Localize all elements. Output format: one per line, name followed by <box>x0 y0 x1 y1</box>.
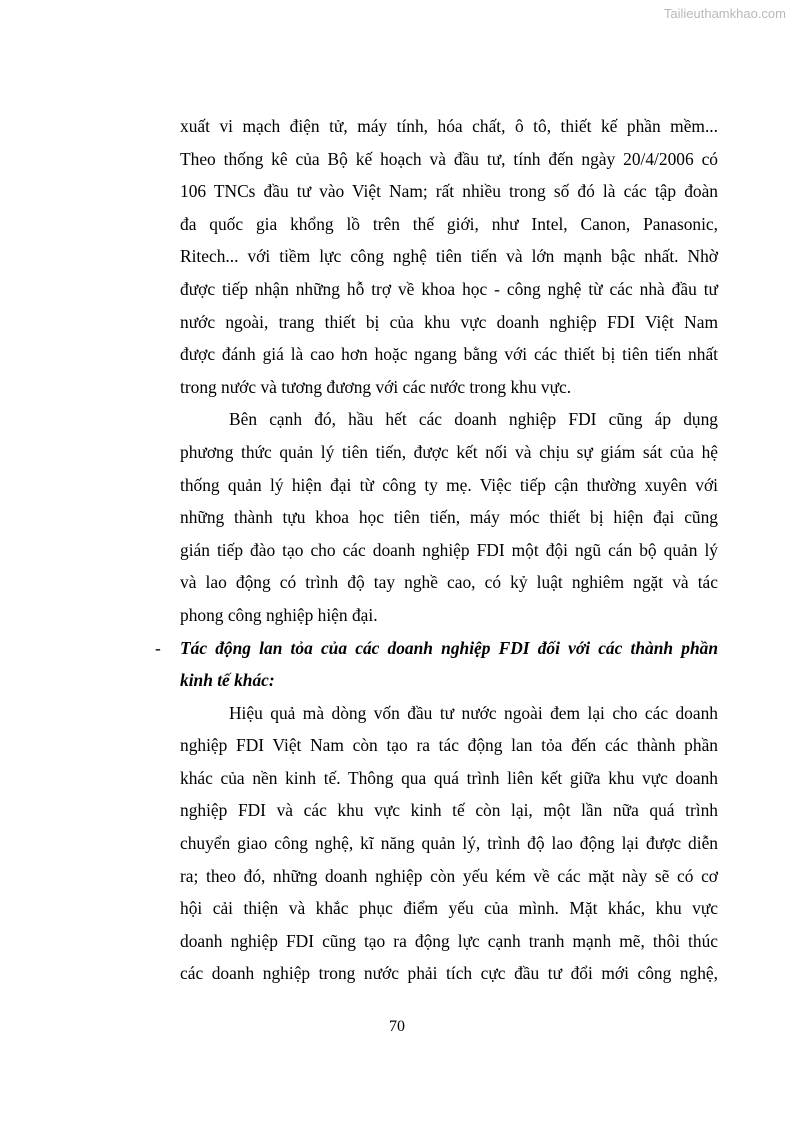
page-number: 70 <box>389 1018 405 1035</box>
text-line: phương thức quản lý tiên tiến, được kết nối và chịu sự giám sát của hệ <box>180 441 718 462</box>
text-line: Bên cạnh đó, hầu hết các doanh nghiệp FDI cũng áp dụng <box>229 409 718 430</box>
text-line: và lao động có trình độ tay nghề cao, có kỷ luật nghiêm ngặt và tác <box>180 572 718 593</box>
paragraph <box>180 110 718 403</box>
text-line: xuất vi mạch điện tử, máy tính, hóa chất, ô tô, thiết kế phần mềm... <box>180 116 718 136</box>
watermark: Tailieuthamkhao.com <box>663 6 786 21</box>
heading-line: kinh tế khác: <box>180 670 275 691</box>
text-line: các doanh nghiệp trong nước phải tích cực đầu tư đổi mới công nghệ, <box>180 963 718 984</box>
text-line: gián tiếp đào tạo cho các doanh nghiệp FDI một đội ngũ cán bộ quản lý <box>180 539 718 560</box>
text-line: Hiệu quả mà dòng vốn đầu tư nước ngoài đem lại cho các doanh <box>229 702 718 723</box>
text-line: khác của nền kinh tế. Thông qua quá trình liên kết giữa khu vực doanh <box>180 767 718 788</box>
heading-line: Tác động lan tỏa của các doanh nghiệp FDI đối với các thành phần <box>180 637 718 658</box>
text-line: được đánh giá là cao hơn hoặc ngang bằng với các thiết bị tiên tiến nhất <box>180 344 718 365</box>
text-line: được tiếp nhận những hỗ trợ về khoa học - công nghệ từ các nhà đầu tư <box>180 278 718 299</box>
bullet-dash: - <box>155 638 161 658</box>
section-heading <box>180 632 718 697</box>
text-line: Theo thống kê của Bộ kế hoạch và đầu tư, tính đến ngày 20/4/2006 có <box>180 148 718 169</box>
text-line: đa quốc gia khổng lồ trên thế giới, như Intel, Canon, Panasonic, <box>180 213 718 234</box>
text-line: hội cải thiện và khắc phục điểm yếu của mình. Mặt khác, khu vực <box>180 898 718 919</box>
paragraph <box>180 403 718 631</box>
document-body <box>180 110 718 990</box>
text-line: doanh nghiệp FDI cũng tạo ra động lực cạnh tranh mạnh mẽ, thôi thúc <box>180 930 718 951</box>
text-line: những thành tựu khoa học tiên tiến, máy móc thiết bị hiện đại cũng <box>180 507 718 528</box>
text-line: ra; theo đó, những doanh nghiệp còn yếu kém về các mặt này sẽ có cơ <box>180 865 718 886</box>
text-line: nghiệp FDI Việt Nam còn tạo ra tác động lan tỏa đến các thành phần <box>180 735 718 756</box>
text-line: 106 TNCs đầu tư vào Việt Nam; rất nhiều trong số đó là các tập đoàn <box>180 181 718 202</box>
paragraph <box>180 697 718 990</box>
text-line: trong nước và tương đương với các nước trong khu vực. <box>180 376 572 397</box>
text-line: Ritech... với tiềm lực công nghệ tiên tiến và lớn mạnh bậc nhất. Nhờ <box>180 246 718 267</box>
text-line: phong công nghiệp hiện đại. <box>180 604 378 625</box>
text-line: thống quản lý hiện đại từ công ty mẹ. Việc tiếp cận thường xuyên với <box>180 474 718 495</box>
text-line: chuyển giao công nghệ, kĩ năng quản lý, trình độ lao động lại được diễn <box>180 833 718 854</box>
text-line: nước ngoài, trang thiết bị của khu vực doanh nghiệp FDI Việt Nam <box>180 311 718 332</box>
text-line: nghiệp FDI và các khu vực kinh tế còn lại, một lần nữa quá trình <box>180 800 718 821</box>
